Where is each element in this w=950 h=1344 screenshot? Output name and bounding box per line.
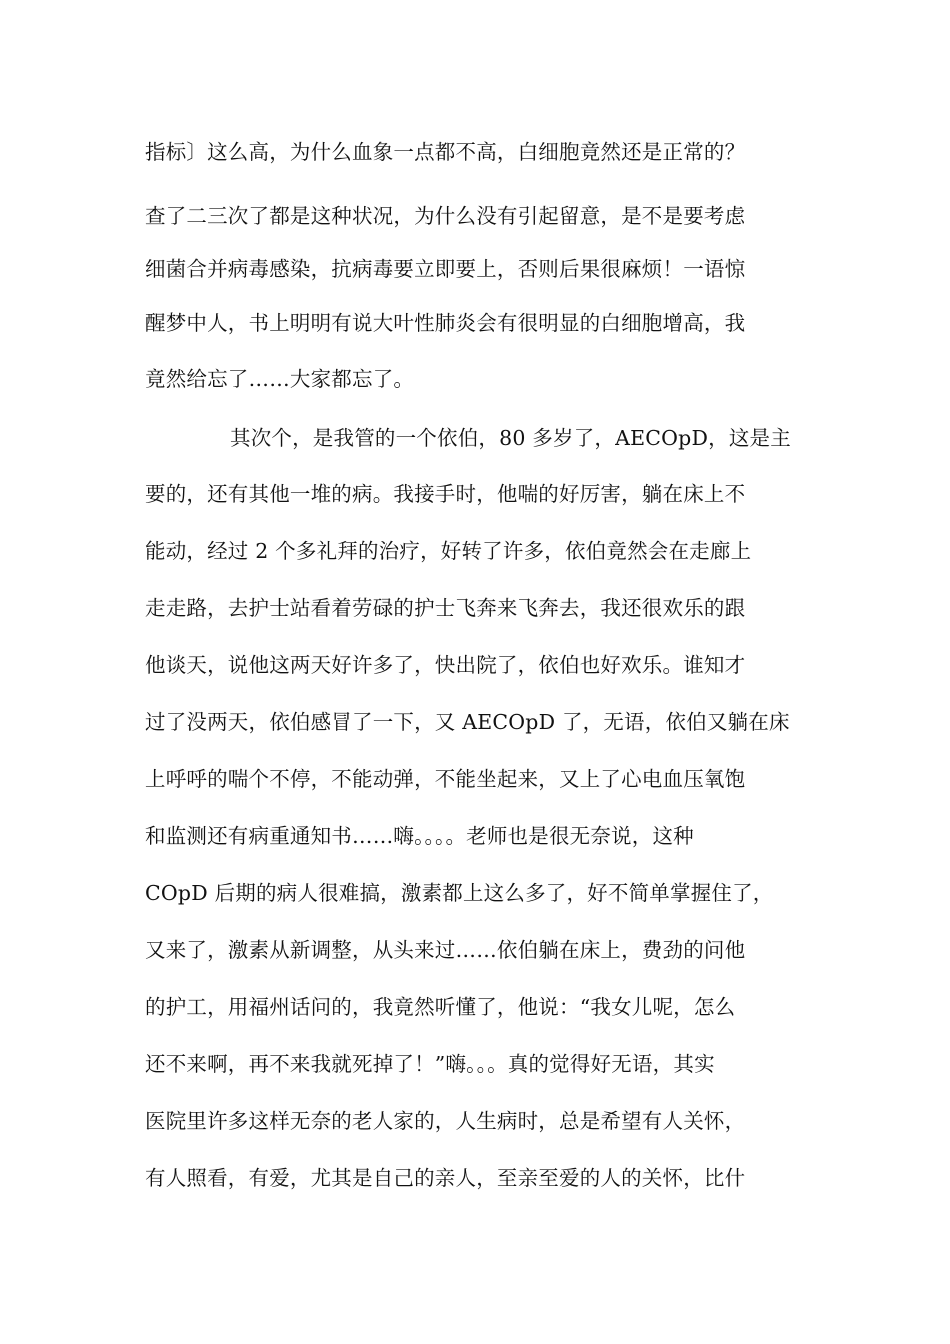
text-line: 醒梦中人，书上明明有说大叶性肺炎会有很明显的白细胞增高，我	[145, 311, 746, 335]
text-line: 细菌合并病毒感染，抗病毒要立即要上，否则后果很麻烦！一语惊	[145, 257, 746, 281]
paragraph-first-line: 其次个，是我管的一个依伯，80 多岁了，AECOpD，这是主	[230, 426, 791, 450]
text-line: 竟然给忘了……大家都忘了。	[145, 367, 415, 391]
text-line: 查了二三次了都是这种状况，为什么没有引起留意，是不是要考虑	[145, 204, 746, 228]
text-line: 有人照看，有爱，尤其是自己的亲人，至亲至爱的人的关怀，比什	[145, 1166, 746, 1190]
text-line: 能动，经过 2 个多礼拜的治疗，好转了许多，依伯竟然会在走廊上	[145, 539, 752, 563]
text-line: 和监测还有病重通知书……嗨。。。。老师也是很无奈说，这种	[145, 824, 694, 848]
text-line: 的护工，用福州话问的，我竟然听懂了，他说：“我女儿呢，怎么	[145, 995, 736, 1019]
text-line: 他谈天，说他这两天好许多了，快出院了，依伯也好欢乐。谁知才	[145, 653, 746, 677]
text-line: 上呼呼的喘个不停，不能动弹，不能坐起来，又上了心电血压氧饱	[145, 767, 746, 791]
text-line: COpD 后期的病人很难搞，激素都上这么多了，好不简单掌握住了，	[145, 881, 774, 905]
text-line: 指标〕这么高，为什么血象一点都不高，白细胞竟然还是正常的？	[145, 140, 746, 164]
text-line: 过了没两天，依伯感冒了一下，又 AECOpD 了，无语，依伯又躺在床	[145, 710, 790, 734]
text-line: 要的，还有其他一堆的病。我接手时，他喘的好厉害，躺在床上不	[145, 482, 746, 506]
text-line: 还不来啊，再不来我就死掉了！”嗨。。。真的觉得好无语，其实	[145, 1052, 715, 1076]
text-line: 医院里许多这样无奈的老人家的，人生病时，总是希望有人关怀，	[145, 1109, 746, 1133]
text-line: 走走路，去护士站看着劳碌的护士飞奔来飞奔去，我还很欢乐的跟	[145, 596, 746, 620]
text-line: 又来了，激素从新调整，从头来过……依伯躺在床上，费劲的问他	[145, 938, 746, 962]
